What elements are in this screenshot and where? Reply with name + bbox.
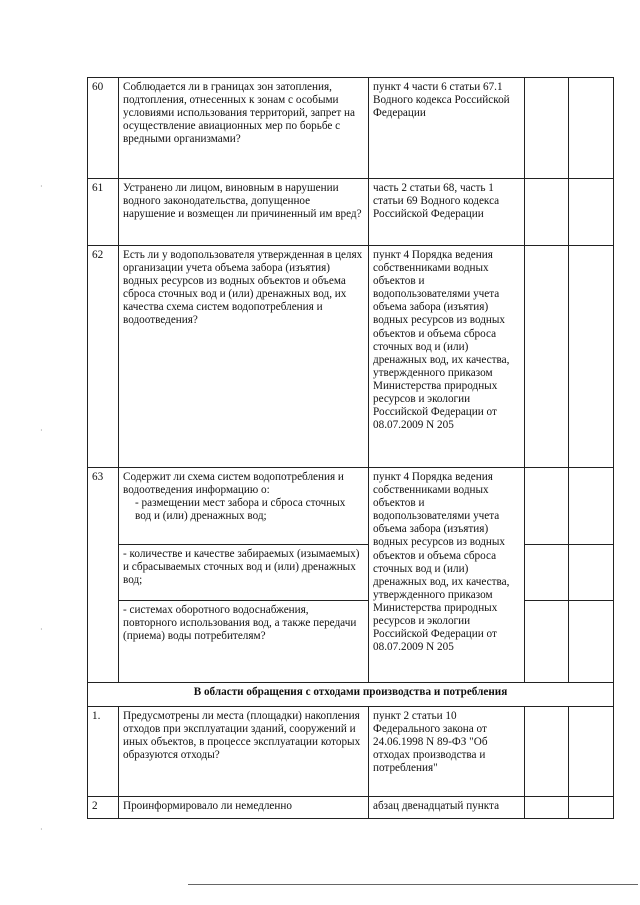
question-text xyxy=(119,468,369,545)
legal-reference: часть 2 статьи 68, часть 1 статьи 69 Водного кодекса Российской Федерации xyxy=(369,179,525,246)
answer-cell-no[interactable] xyxy=(569,601,614,683)
question-text: Есть ли у водопользователя утвержденная в целях организации учета объема забора (изъятия) водных ресурсов из водных объектов и объема сброса сточных вод и (или) дренажных вод, их качества схема систем водопотребления и водоотведения? xyxy=(119,246,369,468)
answer-cell-yes[interactable] xyxy=(525,707,569,797)
checklist-table xyxy=(87,77,614,819)
page-bottom-rule xyxy=(188,884,638,885)
legal-reference: пункт 4 Порядка ведения собственниками водных объектов и водопользователями учета объема забора (изъятия) водных ресурсов из водных объектов и объема сброса сточных вод и (или) дренажных вод, их качества, утвержденного приказом Министерства природных ресурсов и экологии Российской Федерации от 08.07.2009 N 205 xyxy=(369,468,525,683)
question-text: Соблюдается ли в границах зон затопления, подтопления, отнесенных к зонам с особыми условиями использования территорий, запрет на осуществление авиационных мер по борьбе с вредными организмами? xyxy=(119,78,369,179)
section-row xyxy=(88,683,614,707)
row-number: 63 xyxy=(88,468,119,683)
answer-cell-no[interactable] xyxy=(569,797,614,819)
table-row xyxy=(88,601,614,683)
section-heading: В области обращения с отходами производства и потребления xyxy=(88,683,614,707)
answer-cell-no[interactable] xyxy=(569,545,614,601)
scan-dot: · xyxy=(40,625,43,634)
scan-dot: · xyxy=(40,426,43,435)
sub-item: - размещении мест забора и сброса сточных вод и (или) дренажных вод; xyxy=(135,497,346,523)
table-row xyxy=(88,468,614,545)
table-row xyxy=(88,179,614,246)
legal-reference: пункт 4 части 6 статьи 67.1 Водного кодекса Российской Федерации xyxy=(369,78,525,179)
answer-cell-yes[interactable] xyxy=(525,545,569,601)
answer-cell-yes[interactable] xyxy=(525,601,569,683)
legal-reference: абзац двенадцатый пункта xyxy=(369,797,525,819)
table-row xyxy=(88,545,614,601)
answer-cell-no[interactable] xyxy=(569,468,614,545)
answer-cell-no[interactable] xyxy=(569,78,614,179)
scan-dot: · xyxy=(40,182,43,191)
answer-cell-yes[interactable] xyxy=(525,179,569,246)
row-number: 60 xyxy=(88,78,119,179)
legal-reference: пункт 2 статьи 10 Федерального закона от 24.06.1998 N 89-ФЗ "Об отходах производства и потребления" xyxy=(369,707,525,797)
row-number: 1. xyxy=(88,707,119,797)
answer-cell-yes[interactable] xyxy=(525,797,569,819)
answer-cell-yes[interactable] xyxy=(525,468,569,545)
sub-item: - количестве и качестве забираемых (изымаемых) и сбрасываемых сточных вод и (или) дренажных вод; xyxy=(119,545,369,601)
answer-cell-yes[interactable] xyxy=(525,78,569,179)
question-text: Устранено ли лицом, виновным в нарушении водного законодательства, допущенное нарушение и возмещен ли причиненный им вред? xyxy=(119,179,369,246)
row-number: 62 xyxy=(88,246,119,468)
answer-cell-yes[interactable] xyxy=(525,246,569,468)
table-row xyxy=(88,797,614,819)
table-row xyxy=(88,78,614,179)
question-intro: Содержит ли схема систем водопотребления и водоотведения информацию о: xyxy=(123,471,344,497)
row-number: 2 xyxy=(88,797,119,819)
question-text: Предусмотрены ли места (площадки) накопления отходов при эксплуатации зданий, сооружений и иных объектов, в процессе эксплуатации которых образуются отходы? xyxy=(119,707,369,797)
row-number: 61 xyxy=(88,179,119,246)
answer-cell-no[interactable] xyxy=(569,246,614,468)
answer-cell-no[interactable] xyxy=(569,707,614,797)
answer-cell-no[interactable] xyxy=(569,179,614,246)
table-row xyxy=(88,246,614,468)
sub-item: - системах оборотного водоснабжения, повторного использования вод, а также передачи (приема) воды потребителям? xyxy=(119,601,369,683)
legal-reference: пункт 4 Порядка ведения собственниками водных объектов и водопользователями учета объема забора (изъятия) водных ресурсов из водных объектов и объема сброса сточных вод и (или) дренажных вод, их качества, утвержденного приказом Министерства природных ресурсов и экологии Российской Федерации от 08.07.2009 N 205 xyxy=(369,246,525,468)
scan-dot: · xyxy=(40,825,43,834)
table-row xyxy=(88,707,614,797)
question-text: Проинформировало ли немедленно xyxy=(119,797,369,819)
